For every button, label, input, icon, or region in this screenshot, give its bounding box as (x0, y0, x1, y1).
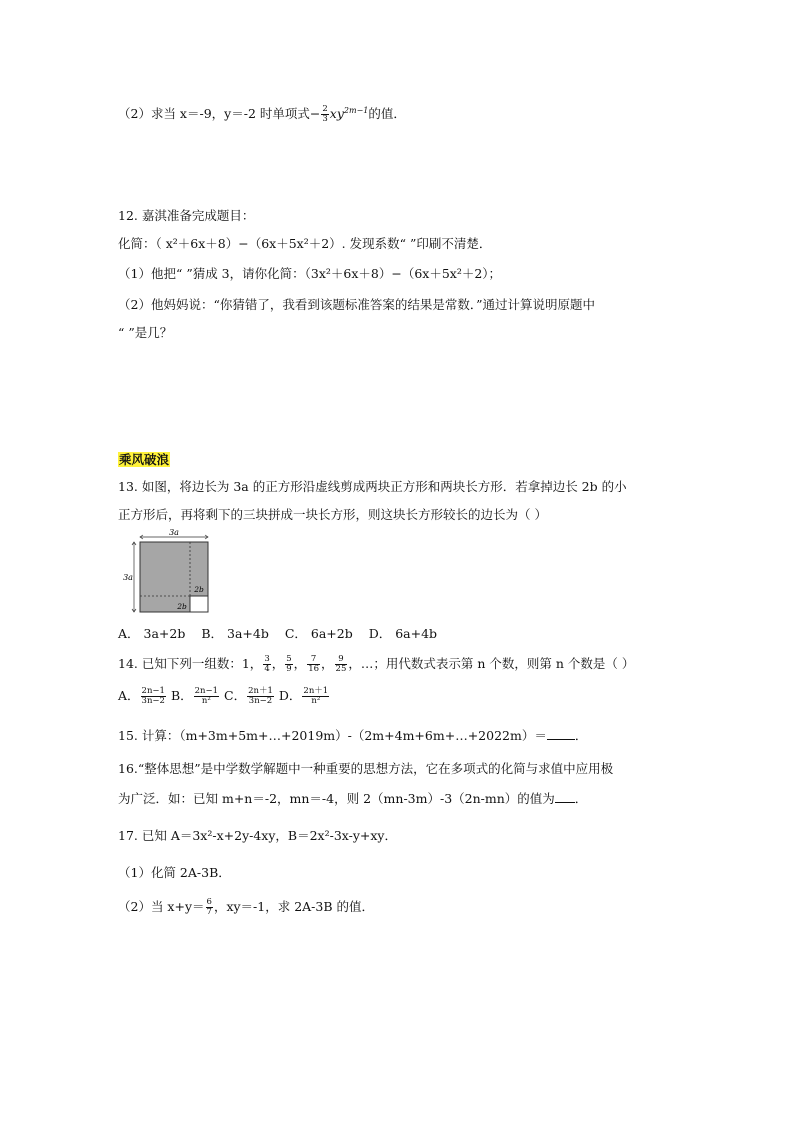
q16-line2: 为广泛．如：已知 m+n＝-2，mn＝-4，则 2（mn-3m）-3（2n-mn）的值为 ． (118, 791, 588, 806)
option-c: C． $\frac{2n+1}{3n-2}$ (224, 686, 273, 706)
q15: 15. 计算：（m+3m+5m+…+2019m）-（2m+4m+6m+…+2022m）＝ ． (118, 728, 588, 743)
q12-line4: “ ”是几？ (118, 325, 173, 340)
option-b: B． $\frac{2n-1}{\text{n²}}$ (170, 686, 219, 706)
q14-options (118, 687, 330, 706)
q13-line2: 正方形后，再将剩下的三块拼成一块长方形，则这块长方形较长的边长为（ ） (118, 507, 547, 522)
fraction: $\frac{2}{3}$ (322, 104, 328, 125)
option-a: A． $\frac{2n-1}{3n-2}$ (118, 686, 165, 706)
q14-stem: 14. 已知下列一组数：1， $\frac{3}{4}$ ， $\frac{5}{9}$ ， $\frac{7}{16}$ ， $\frac{9}{25}$ ，…；用代数式表示第 n 个数，则第 n 个数是（ ） (118, 654, 635, 674)
option-a: A． 3a+2b (118, 626, 186, 641)
top-label: 3a (169, 528, 179, 537)
square-cut-figure (118, 528, 218, 618)
q12-line3: （2）他妈妈说：“你猜错了，我看到该题标准答案的结果是常数．”通过计算说明原题中 (118, 297, 595, 312)
option-d: D． 6a+4b (368, 626, 438, 641)
option-fraction: $\frac{2n-1}{\text{n²}}$ (194, 686, 219, 706)
option-fraction: $\frac{2n+1}{3n-2}$ (248, 686, 273, 706)
left-label: 3a (123, 573, 133, 582)
q13-line1: 13. 如图，将边长为 3a 的正方形沿虚线剪成两块正方形和两块长方形．若拿掉边长 2b 的小 (118, 479, 627, 494)
inner-label-right: 2b (194, 585, 204, 594)
fraction: $\frac{6}{7}$ (206, 897, 212, 917)
q17-line1: 17. 已知 A＝3x²-x+2y-4xy，B＝2x²-3x-y+xy． (118, 828, 397, 843)
option-d: D． $\frac{2n+1}{\text{n²}}$ (278, 686, 329, 706)
q12-title: 12. 嘉淇准备完成题目： (118, 208, 255, 223)
section-heading: 乘风破浪 (119, 452, 170, 467)
q11-part2: （2）求当 x＝-9，y＝-2 时单项式− $\frac{2}{3}$ $xy^{2m-1}$的值． (118, 104, 406, 125)
q17-line3: （2）当 x+y＝ $\frac{6}{7}$ ，xy＝-1，求 2A-3B 的值． (118, 897, 375, 917)
inner-label-bottom: 2b (177, 602, 187, 611)
removed-small-square (190, 596, 208, 612)
option-c: C． 6a+2b (284, 626, 353, 641)
option-b: B． 3a+4b (201, 626, 269, 641)
q12-line1: 化简：（ x²＋6x＋8）−（6x＋5x²＋2）. 发现系数“ ”印刷不清楚． (118, 236, 492, 251)
q12-line2: （1）他把“ ”猜成 3，请你化简：（3x²＋6x＋8）−（6x＋5x²＋2）； (118, 266, 502, 281)
seq-fraction: $\frac{7}{16}$ (308, 654, 320, 674)
q16-line1: 16.“整体思想”是中学数学解题中一种重要的思想方法，它在多项式的化简与求值中应用极 (118, 761, 614, 776)
option-fraction: $\frac{2n+1}{\text{n²}}$ (303, 686, 329, 706)
seq-fraction: $\frac{9}{25}$ (335, 654, 347, 674)
option-fraction: $\frac{2n-1}{3n-2}$ (141, 686, 165, 706)
seq-fraction: $\frac{3}{4}$ (264, 654, 270, 674)
q13-options (118, 625, 453, 643)
answer-blank (555, 790, 575, 803)
seq-fraction: $\frac{5}{9}$ (286, 654, 292, 674)
q17-line2: （1）化简 2A-3B． (118, 865, 231, 880)
answer-blank (547, 727, 575, 740)
